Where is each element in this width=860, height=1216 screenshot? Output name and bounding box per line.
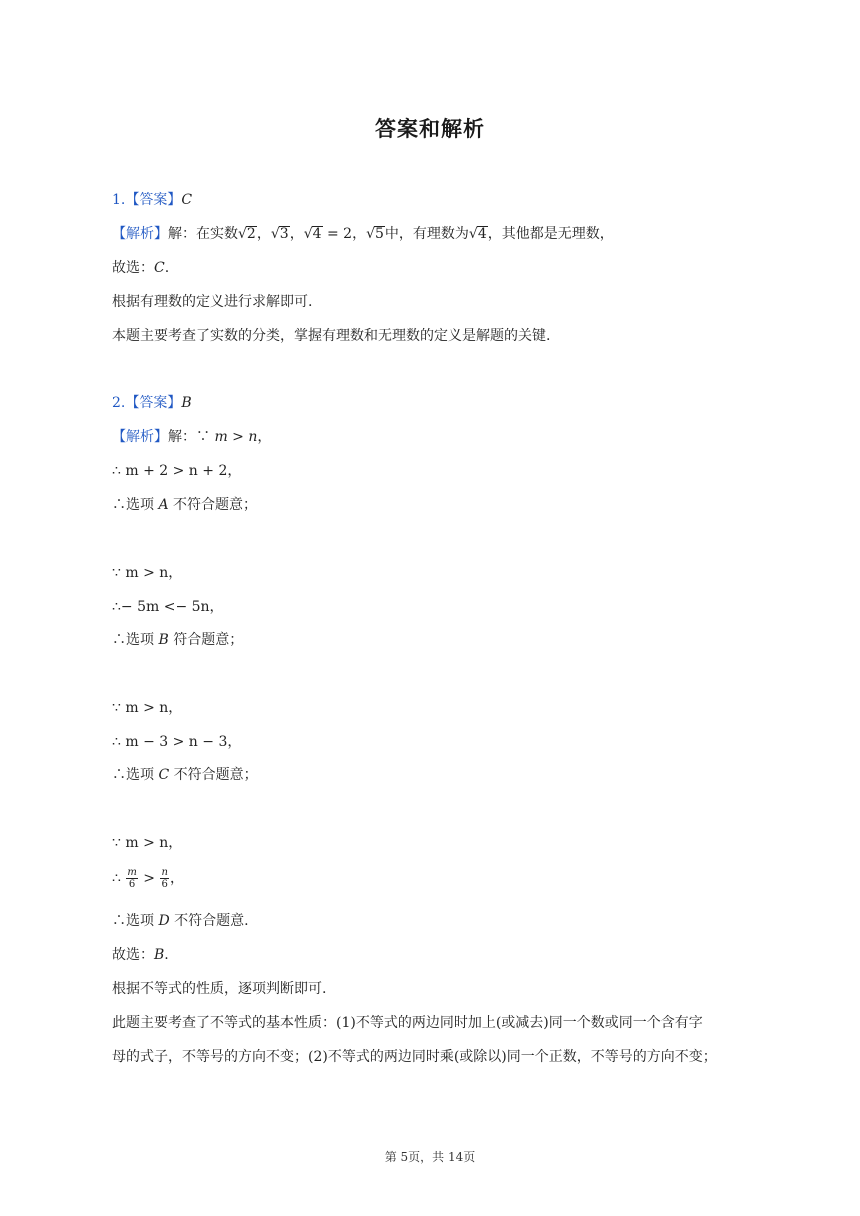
q1-choice: C <box>154 260 165 276</box>
q2-step-d2: ∴ $\frac{m}{6}$ > $\frac{n}{6}$ ， <box>112 867 184 890</box>
sqrt-2: √2 <box>238 226 256 242</box>
q1-text: 解：在实数 <box>168 226 238 242</box>
q2-number: 2. <box>112 395 126 411</box>
q2-step-c3: ∴选项 C 不符合题意； <box>112 767 258 783</box>
q1-text: 中，有理数为 <box>384 226 469 242</box>
page-footer: 第 5页，共 14页 <box>384 1150 476 1164</box>
sqrt-4b: √4 <box>468 226 487 242</box>
q1-text: = 2， <box>322 226 367 242</box>
q2-text: 解：∵ <box>168 429 215 445</box>
q1-analysis-tag: 【解析】 <box>112 226 168 242</box>
q1-text: ， <box>289 226 304 242</box>
q1-answer-tag: 【答案】 <box>125 192 182 208</box>
sqrt-4: √4 <box>303 226 322 242</box>
fraction-n-6: $\frac{n}{6}$ <box>161 867 168 890</box>
q2-step-a2: ∴ m + 2 > n + 2， <box>112 463 242 479</box>
q2-summary-2: 母的式子，不等号的方向不变；(2)不等式的两边同时乘(或除以)同一个正数，不等号的方向不变； <box>112 1049 717 1065</box>
q2-conclusion: 故选：B. <box>112 947 169 963</box>
page-title: 答案和解析 <box>375 117 485 141</box>
q2-summary-1: 此题主要考查了不等式的基本性质：(1)不等式的两边同时加上(或减去)同一个数或同一个含有字 <box>112 1015 703 1031</box>
fraction-m-6: $\frac{m}{6}$ <box>127 867 137 890</box>
q2-analysis-tag: 【解析】 <box>112 429 168 445</box>
q2-step-d3: ∴选项 D 不符合题意. <box>112 913 249 929</box>
q2-answer-tag: 【答案】 <box>125 395 182 411</box>
q2-answer-line <box>112 393 752 413</box>
q1-text: ，其他都是无理数， <box>487 226 614 242</box>
q1-analysis-line-4: 本题主要考查了实数的分类，掌握有理数和无理数的定义是解题的关键. <box>112 328 551 344</box>
q1-text: . <box>164 260 170 276</box>
sqrt-5: √5 <box>366 226 384 242</box>
q1-text: ， <box>256 226 271 242</box>
q1-analysis-line-2 <box>112 258 752 278</box>
q1-text: 故选： <box>112 260 154 276</box>
q2-analysis-line-1 <box>112 427 752 447</box>
q1-number: 1. <box>112 192 126 208</box>
q2-step-a3: ∴选项 A 不符合题意； <box>112 497 258 513</box>
q2-text: ， <box>257 429 272 445</box>
q2-step-d1: ∵ m > n， <box>112 835 183 851</box>
q2-math: m > n <box>214 429 258 445</box>
q1-analysis-line-1 <box>112 224 752 244</box>
q2-answer: B <box>181 395 192 411</box>
q2-step-b2: ∴− 5m <− 5n， <box>112 599 224 615</box>
q2-step-c1: ∵ m > n， <box>112 700 183 716</box>
q2-step-c2: ∴ m − 3 > n − 3， <box>112 734 242 750</box>
q2-step-b1: ∵ m > n， <box>112 565 183 581</box>
q2-step-b3: ∴选项 B 符合题意； <box>112 632 244 648</box>
sqrt-3: √3 <box>270 226 289 242</box>
q1-answer-line <box>112 190 752 210</box>
q1-answer: C <box>181 192 193 208</box>
q2-method: 根据不等式的性质，逐项判断即可. <box>112 981 327 997</box>
q1-analysis-line-3: 根据有理数的定义进行求解即可. <box>112 294 313 310</box>
